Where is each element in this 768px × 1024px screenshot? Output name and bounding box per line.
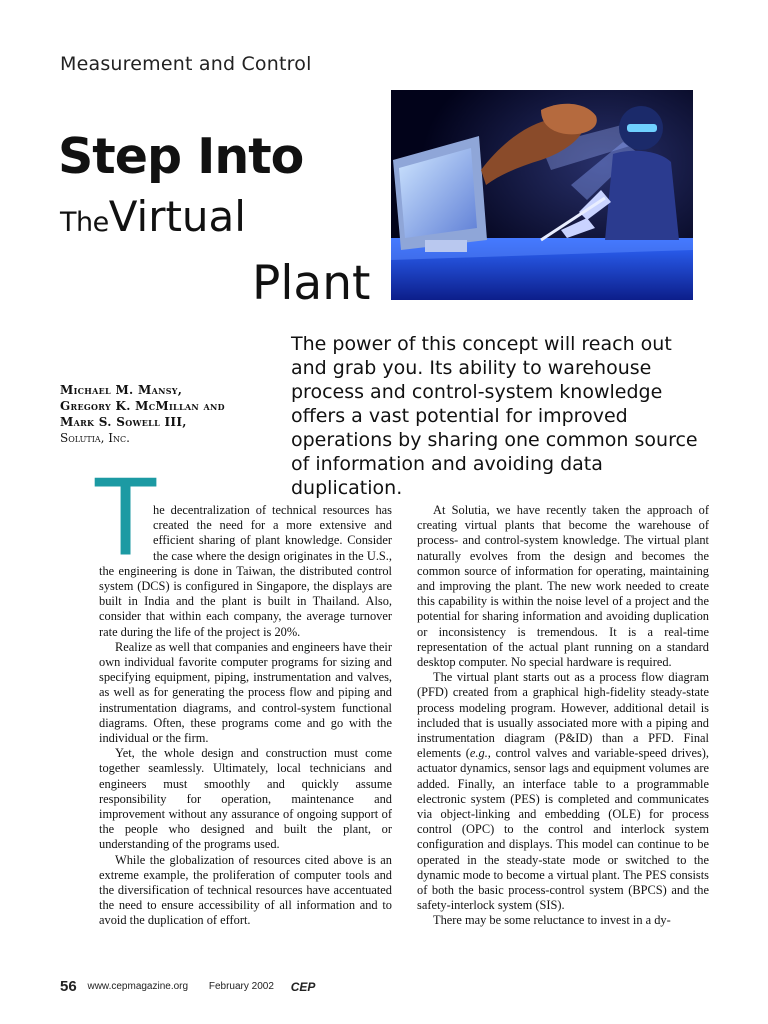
title-the: The <box>60 207 109 238</box>
paragraph: There may be some reluctance to invest in a dy- <box>433 913 671 928</box>
page-footer <box>60 977 315 997</box>
author-3: Mark S. Sowell III, <box>60 415 187 429</box>
drop-cap-letter: T <box>95 457 157 580</box>
title-virtual: Virtual <box>108 192 246 241</box>
paragraph: While the globalization of resources cited above is an extreme example, the proliferation of computer tools and the diversification of technical resources have accentuated the need to ensure accessibility of all information and to avoid the duplication of effort. <box>99 852 392 928</box>
footer-date: February 2002 <box>208 981 274 992</box>
paragraph: At Solutia, we have recently taken the approach of creating virtual plants that become the warehouse of process- and control-system knowledge. The virtual plant naturally evolves from the design and becomes the common source of information for operating, maintaining and improving the plant. The new work needed to create this capability is within the noise level of a project and the potential for sharing information and avoiding duplication or inconsistency is tremendous. It is a real-time representation of the actual plant running on a standard desktop computer. No special hardware is required. <box>417 503 709 670</box>
author-2: Gregory K. McMillan and <box>60 399 225 413</box>
paragraph: Realize as well that companies and engineers have their own individual favorite computer programs for sizing and specifying equipment, piping, instrumentation and valves, as well as for generating the process flow and piping and instrumentation diagrams, and control-system functional diagrams. Often, these programs come and go with the individual or the firm. <box>99 639 392 746</box>
hero-photo <box>391 90 693 300</box>
title-plant: Plant <box>252 256 371 311</box>
title-the-virtual <box>60 192 246 241</box>
paragraph-italic: e.g., <box>469 746 491 761</box>
author-1: Michael M. Mansy, <box>60 383 183 397</box>
body-column-left <box>95 457 392 929</box>
hero-illustration <box>391 90 693 300</box>
article-deck: The power of this concept will reach out and grab you. Its ability to warehouse process and control-system knowledge offers a vast potential for improved operations by sharing one common source of information and avoiding data duplication. <box>291 333 698 499</box>
paragraph <box>417 670 709 913</box>
section-label: Measurement and Control <box>60 53 312 75</box>
paragraph-text: control valves and variable-speed drives), actuator dynamics, sensor lags and equipment volumes are added. Finally, an interface table to a programmable electronic system (PES) is completed and communicates via object-linking and embedding (OLE) for process control (OPC) to the control and interlock system configuration and displays. This model can continue to be operated in the steady-state mode or switched to the dynamic mode to become a virtual plant. The PES consists of both the basic process-control system (BPCS) and the safety-interlock system (SIS). <box>417 746 709 913</box>
author-affiliation: Solutia, Inc. <box>60 431 130 445</box>
magazine-logo: CEP <box>290 980 316 994</box>
body-column-right <box>417 503 709 929</box>
paragraph: Yet, the whole design and construction must come together seamlessly. Ultimately, local technicians and engineers must smoothly and quickly assume responsibility for operation, maintenance and improvement without any assurance of ongoing support of the people who designed and built the plant, or understanding of the programs used. <box>99 746 392 852</box>
paragraph-text: The virtual plant starts out as a process flow diagram (PFD) created from a graphical high-fidelity steady-state process modeling program. However, additional detail is included that is usually associated more with a piping and instrumentation diagram (P&ID) than a PFD. Final elements ( <box>417 670 709 761</box>
paragraph: he decentralization of technical resources has created the need for a more extensive and efficient sharing of plant knowledge. Consider the case where the design originates in the U.S., the engineering is done in Taiwan, the distributed control system (DCS) is configured in Singapore, the displays are built in India and the plant is built in Thailand. Also, consider that within each company, the average turnover rate during the life of the project is 20%. <box>99 503 392 639</box>
footer-url: www.cepmagazine.org <box>87 981 189 992</box>
title-step-into: Step Into <box>58 128 304 185</box>
page-number: 56 <box>60 978 77 995</box>
drop-cap <box>95 457 157 580</box>
author-byline <box>60 382 225 446</box>
